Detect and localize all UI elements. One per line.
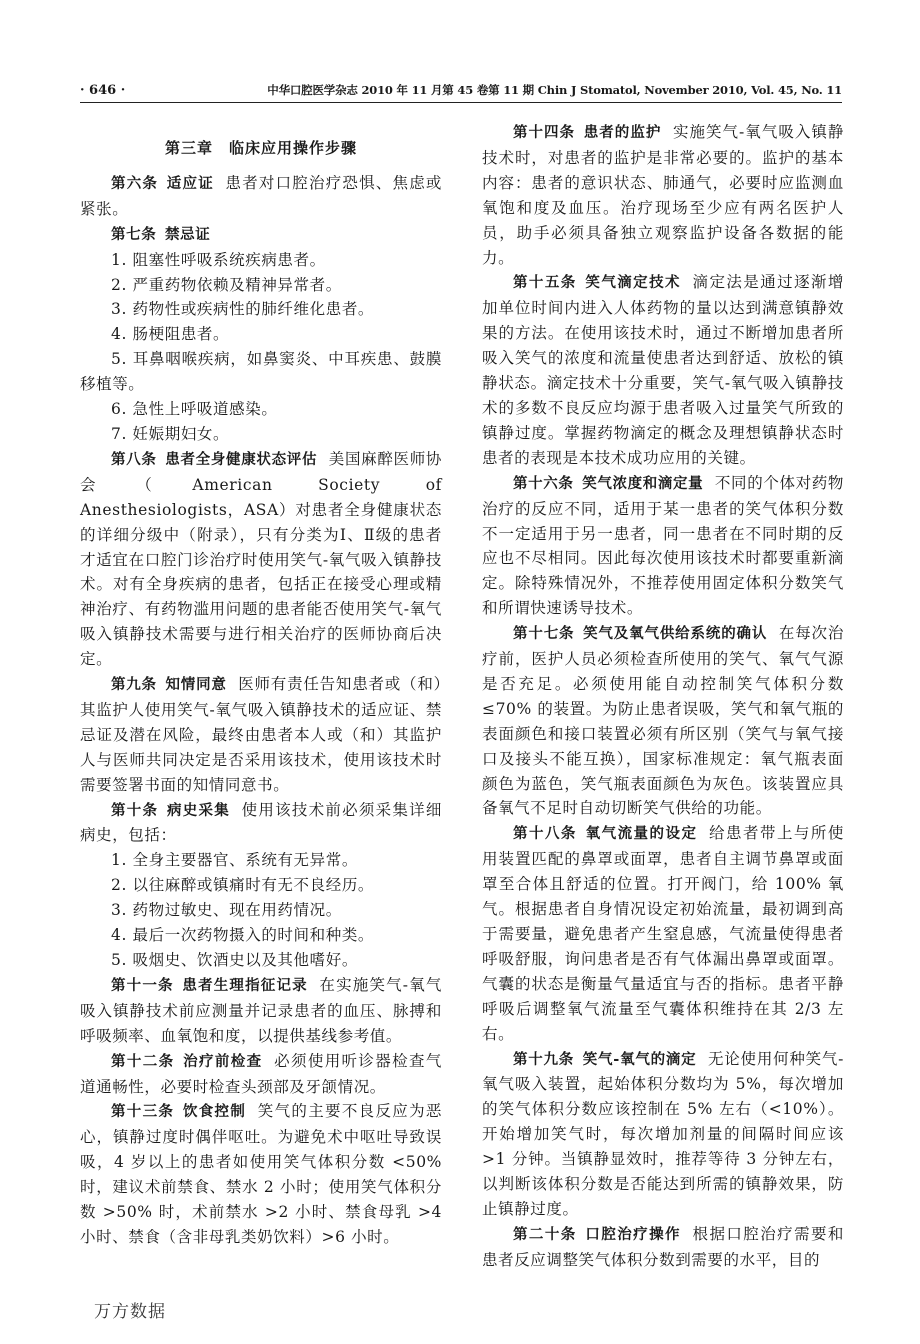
- list-item: 5. 耳鼻咽喉疾病，如鼻窦炎、中耳疾患、鼓膜移植等。: [80, 350, 442, 394]
- article-title: 饮食控制: [182, 1104, 247, 1121]
- list-item: 3. 药物性或疾病性的肺纤维化患者。: [111, 300, 375, 319]
- article-6: [80, 171, 442, 222]
- article-body: 在每次治疗前，医护人员必须检查所使用的笑气、氧气气源是否充足。必须使用能自动控制笑气体积分数≤70% 的装置。为防止患者误吸，笑气和氧气瓶的表面颜色和接口装置必须有所区别（笑气与氧气接口及接头不能互换），国家标准规定：氧气瓶表面颜色为蓝色，笑气瓶表面颜色为灰色。该装置应具备氧气不足时自动切断笑气供给的功能。: [482, 624, 844, 818]
- article-title: 笑气浓度和滴定量: [582, 475, 704, 492]
- article-title: 适应证: [166, 175, 214, 192]
- article-19: [482, 1047, 844, 1222]
- article-body: 笑气的主要不良反应为恶心，镇静过度时偶伴呕吐。为避免术中呕吐导致误吸，4 岁以上的患者如使用笑气体积分数 <50% 时，建议术前禁食、禁水 2 小时；使用笑气体积分数 >50% 时，术前禁水 >2 小时、禁食母乳 >4 小时、禁食（含非母乳类奶饮料）>6 小时。: [80, 1102, 442, 1246]
- list-item: 5. 吸烟史、饮酒史以及其他嗜好。: [111, 951, 358, 969]
- article-title: 氧气流量的设定: [585, 826, 698, 843]
- article-title: 笑气及氧气供给系统的确认: [583, 626, 768, 643]
- article-body: 无论使用何种笑气-氧气吸入装置，起始体积分数均为 5%，每次增加的笑气体积分数应该控制在 5% 左右（<10%）。开始增加笑气时，每次增加剂量的间隔时间应该 >1 分钟。当镇静显效时，推荐等待 3 分钟左右，以判断该体积分数是否能达到所需的镇静效果，防止镇静过度。: [482, 1049, 844, 1218]
- page-number: · 646 ·: [80, 83, 126, 98]
- list-item: 1. 全身主要器官、系统有无异常。: [111, 851, 358, 870]
- article-title: 口腔治疗操作: [585, 1226, 681, 1243]
- article-title: 患者全身健康状态评估: [165, 451, 318, 468]
- article-number: 第二十条: [513, 1226, 577, 1243]
- article-number: 第十九条: [513, 1051, 575, 1068]
- article-number: 第九条: [111, 677, 157, 694]
- journal-citation: 中华口腔医学杂志 2010 年 11 月第 45 卷第 11 期 Chin J Stomatol, November 2010, Vol. 45, No. 11: [267, 83, 842, 97]
- article-body: 患者对口腔治疗恐惧、焦虑或紧张。: [80, 173, 442, 218]
- article-13: [80, 1099, 442, 1249]
- article-body: 使用该技术前必须采集详细病史，包括：: [80, 800, 443, 845]
- left-column: [80, 120, 442, 1250]
- article-15: [482, 270, 844, 470]
- article-14: [482, 120, 844, 270]
- list-item: 4. 最后一次药物摄入的时间和种类。: [111, 926, 375, 945]
- article-body: 在实施笑气-氧气吸入镇静技术前应测量并记录患者的血压、脉搏和呼吸频率、血氧饱和度，以提供基线参考值。: [80, 975, 442, 1045]
- article-body: 滴定法是通过逐渐增加单位时间内进入人体药物的量以达到满意镇静效果的方法。在使用该技术时，通过不断增加患者所吸入笑气的浓度和流量使患者达到舒适、放松的镇静状态。滴定技术十分重要，笑气-氧气吸入镇静技术的多数不良反应均源于患者吸入过量笑气所致的镇静过度。掌握药物滴定的概念及理想镇静状态时患者的表现是本技术成功应用的关键。: [482, 273, 845, 467]
- article-number: 第十六条: [513, 475, 574, 492]
- list-item: 1. 阻塞性呼吸系统疾病患者。: [111, 250, 326, 269]
- article-body: 实施笑气-氧气吸入镇静技术时，对患者的监护是非常必要的。监护的基本内容：患者的意识状态、肺通气，必要时应监测血氧饱和度及血压。治疗现场至少应有两名医护人员，助手必须具备独立观察监护设备各数据的能力。: [482, 123, 845, 267]
- article-17: [482, 621, 844, 821]
- article-number: 第十条: [111, 802, 159, 819]
- article-number: 第七条: [111, 226, 157, 243]
- article-title: 病史采集: [166, 802, 230, 819]
- article-body: 根据口腔治疗需要和患者反应调整笑气体积分数到需要的水平，目的: [482, 1224, 845, 1269]
- article-number: 第六条: [111, 175, 159, 192]
- article-8: [80, 447, 442, 672]
- article-title: 笑气-氧气的滴定: [582, 1051, 697, 1068]
- article-number: 第十五条: [513, 275, 577, 292]
- article-18: [482, 821, 844, 1046]
- article-12: [80, 1049, 442, 1100]
- article-body: 必须使用听诊器检查气道通畅性，必要时检查头颈部及牙颌情况。: [80, 1051, 442, 1096]
- article-body: 美国麻醉医师协会（American Society of Anesthesiologists，ASA）对患者全身健康状态的详细分级中（附录），只有分类为Ⅰ、Ⅱ级的患者才适宜在口腔门诊治疗时使用笑气-氧气吸入镇静技术。对有全身疾病的患者，包括正在接受心理或精神治疗、有药物滥用问题的患者能否使用笑气-氧气吸入镇静技术需要与进行相关治疗的医师协商后决定。: [80, 449, 443, 669]
- list-item: 2. 严重药物依赖及精神异常者。: [111, 275, 342, 294]
- article-title: 治疗前检查: [183, 1053, 263, 1070]
- article-9: [80, 672, 442, 798]
- article-number: 第十四条: [513, 125, 576, 141]
- article-number: 第十二条: [111, 1053, 175, 1070]
- list-item: 2. 以往麻醉或镇痛时有无不良经历。: [111, 876, 375, 895]
- article-11: [80, 973, 442, 1049]
- chapter-title: 第三章 临床应用操作步骤: [164, 139, 357, 157]
- running-header: [80, 80, 842, 103]
- list-item: 4. 肠梗阻患者。: [111, 325, 230, 344]
- article-body: 不同的个体对药物治疗的反应不同，适用于某一患者的笑气体积分数不一定适用于另一患者，同一患者在不同时期的反应也不尽相同。因此每次使用该技术时都要重新滴定。除特殊情况外，不推荐使用固定体积分数笑气和所谓快速诱导技术。: [482, 473, 844, 618]
- watermark-text: 万方数据: [94, 1302, 166, 1322]
- list-item: 6. 急性上呼吸道感染。: [111, 400, 278, 419]
- article-number: 第十三条: [111, 1104, 175, 1121]
- article-number: 第八条: [111, 451, 157, 468]
- article-10: [80, 798, 442, 849]
- article-title: 患者生理指征记录: [182, 977, 308, 994]
- article-20: [482, 1222, 844, 1273]
- article-number: 第十七条: [513, 626, 575, 643]
- article-number: 第十一条: [111, 977, 174, 994]
- article-title: 禁忌证: [165, 226, 211, 243]
- article-title: 知情同意: [165, 677, 227, 694]
- article-body: 医师有责任告知患者或（和）其监护人使用笑气-氧气吸入镇静技术的适应证、禁忌证及潜在风险，最终由患者本人或（和）其监护人与医师共同决定是否采用该技术，使用该技术时需要签署书面的知情同意书。: [80, 675, 442, 794]
- right-column: [482, 120, 844, 1273]
- article-body: 给患者带上与所使用装置匹配的鼻罩或面罩，患者自主调节鼻罩或面罩至合体且舒适的位置。打开阀门，给 100% 氧气。根据患者自身情况设定初始流量，最初调到高于需要量，避免患者产生窒息感，气流量使得患者呼吸舒服，询问患者是否有气体漏出鼻罩或面罩。气囊的状态是衡量气量适宜与否的指标。患者平静呼吸后调整氧气流量至气囊体积维持在其 2/3 左右。: [482, 824, 844, 1043]
- article-number: 第十八条: [513, 826, 577, 843]
- article-title: 患者的监护: [583, 125, 662, 141]
- list-item: 7. 妊娠期妇女。: [111, 424, 230, 443]
- article-title: 笑气滴定技术: [585, 275, 681, 292]
- article-7: [80, 222, 442, 248]
- article-16: [482, 471, 844, 621]
- list-item: 3. 药物过敏史、现在用药情况。: [111, 901, 342, 920]
